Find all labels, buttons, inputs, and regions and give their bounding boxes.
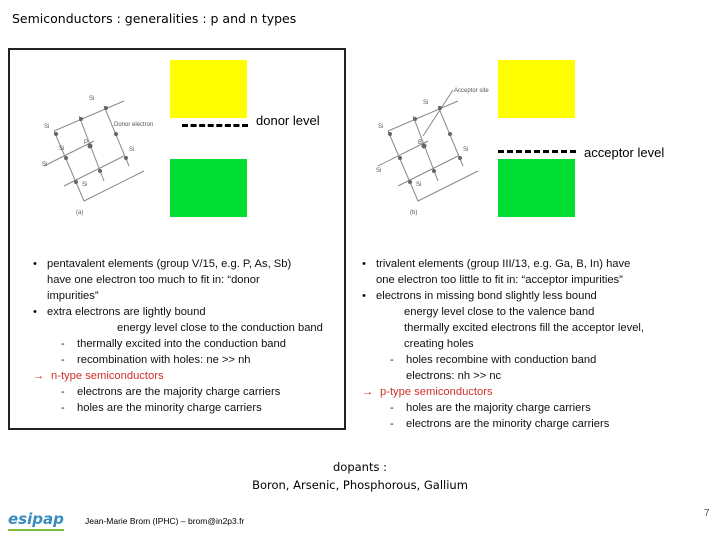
page-number: 7 [704, 508, 710, 519]
list-item: creating holes [404, 338, 474, 350]
list-item: energy level close to the valence band [404, 306, 595, 318]
lattice-label: (b) [410, 210, 418, 216]
list-item: energy level close to the conduction band [117, 322, 323, 334]
lattice-label: Si [42, 162, 48, 168]
dopants-list: Boron, Arsenic, Phosphorous, Gallium [252, 478, 468, 492]
acceptor-level-line [498, 150, 576, 153]
conduction-band [498, 60, 575, 118]
dash-icon: - [61, 386, 65, 398]
list-item: thermally excited electrons fill the acceptor level, [404, 322, 645, 334]
footer-author: Jean-Marie Brom (IPHC) – brom@in2p3.fr [85, 516, 245, 526]
list-item: - recombination with holes: ne >> nh [61, 354, 251, 366]
dash-icon: - [61, 338, 65, 350]
esipap-logo [8, 510, 64, 531]
list-item: one electron too little to fit in: “acceptor impurities” [376, 274, 623, 286]
slide-title: Semiconductors : generalities : p and n types [12, 11, 297, 26]
list-item: - holes are the minority charge carriers [61, 402, 262, 414]
dopants-caption [0, 458, 720, 494]
dopants-heading: dopants : [332, 460, 387, 474]
logo-text: esipap [8, 510, 64, 528]
logo-underline [8, 529, 64, 531]
arrow-right-icon: → [33, 370, 45, 382]
list-item: • pentavalent elements (group V/15, e.g. P, As, Sb) [33, 258, 292, 270]
valence-band [170, 159, 247, 217]
left-bullet-list [33, 256, 323, 416]
dash-icon: - [61, 402, 65, 414]
acceptor-level-label: acceptor level [584, 145, 665, 160]
list-item: - thermally excited into the conduction band [61, 338, 286, 350]
right-bullet-list [362, 256, 644, 432]
lattice-label: Si [82, 182, 88, 188]
lattice-label: Acceptor site [454, 88, 489, 94]
lattice-label: P [84, 140, 89, 146]
lattice-label: Si [129, 147, 135, 153]
list-item: • trivalent elements (group III/13, e.g. Ga, B, In) have [362, 258, 631, 270]
lattice-label: Si [376, 168, 382, 174]
lattice-label: B [418, 140, 423, 146]
dash-icon: - [390, 354, 394, 366]
lattice-label: Si [89, 96, 95, 102]
list-item: - electrons are the minority charge carriers [390, 418, 610, 430]
left-lattice-diagram [34, 86, 164, 216]
donor-level-line [182, 124, 248, 127]
lattice-label: Donor electron [114, 122, 154, 128]
dash-icon: - [390, 418, 394, 430]
list-item: → n-type semiconductors [33, 370, 164, 382]
list-item: have one electron too much to fit in: “donor [47, 274, 260, 286]
lattice-label: Si [59, 146, 65, 152]
right-lattice-diagram [368, 86, 498, 216]
list-item: • extra electrons are lightly bound [33, 306, 206, 318]
arrow-right-icon: → [362, 386, 374, 398]
dash-icon: - [390, 402, 394, 414]
list-item: → p-type semiconductors [362, 386, 493, 398]
list-item: - holes are the majority charge carriers [390, 402, 591, 414]
lattice-label: Si [416, 182, 422, 188]
conduction-band [170, 60, 247, 118]
list-item: electrons: nh >> nc [406, 370, 502, 382]
lattice-label: Si [44, 124, 50, 130]
list-item: - holes recombine with conduction band [390, 354, 597, 366]
bullet-dot-icon: • [362, 258, 366, 270]
lattice-label: Si [378, 124, 384, 130]
lattice-label: (a) [76, 210, 84, 216]
list-item: • electrons in missing bond slightly less bound [362, 290, 597, 302]
donor-level-label: donor level [256, 113, 320, 128]
bullet-dot-icon: • [362, 290, 366, 302]
dash-icon: - [61, 354, 65, 366]
lattice-label: Si [423, 100, 429, 106]
bullet-dot-icon: • [33, 306, 37, 318]
valence-band [498, 159, 575, 217]
list-item: impurities” [47, 290, 99, 302]
bullet-dot-icon: • [33, 258, 37, 270]
lattice-label: Si [463, 147, 469, 153]
list-item: - electrons are the majority charge carriers [61, 386, 281, 398]
